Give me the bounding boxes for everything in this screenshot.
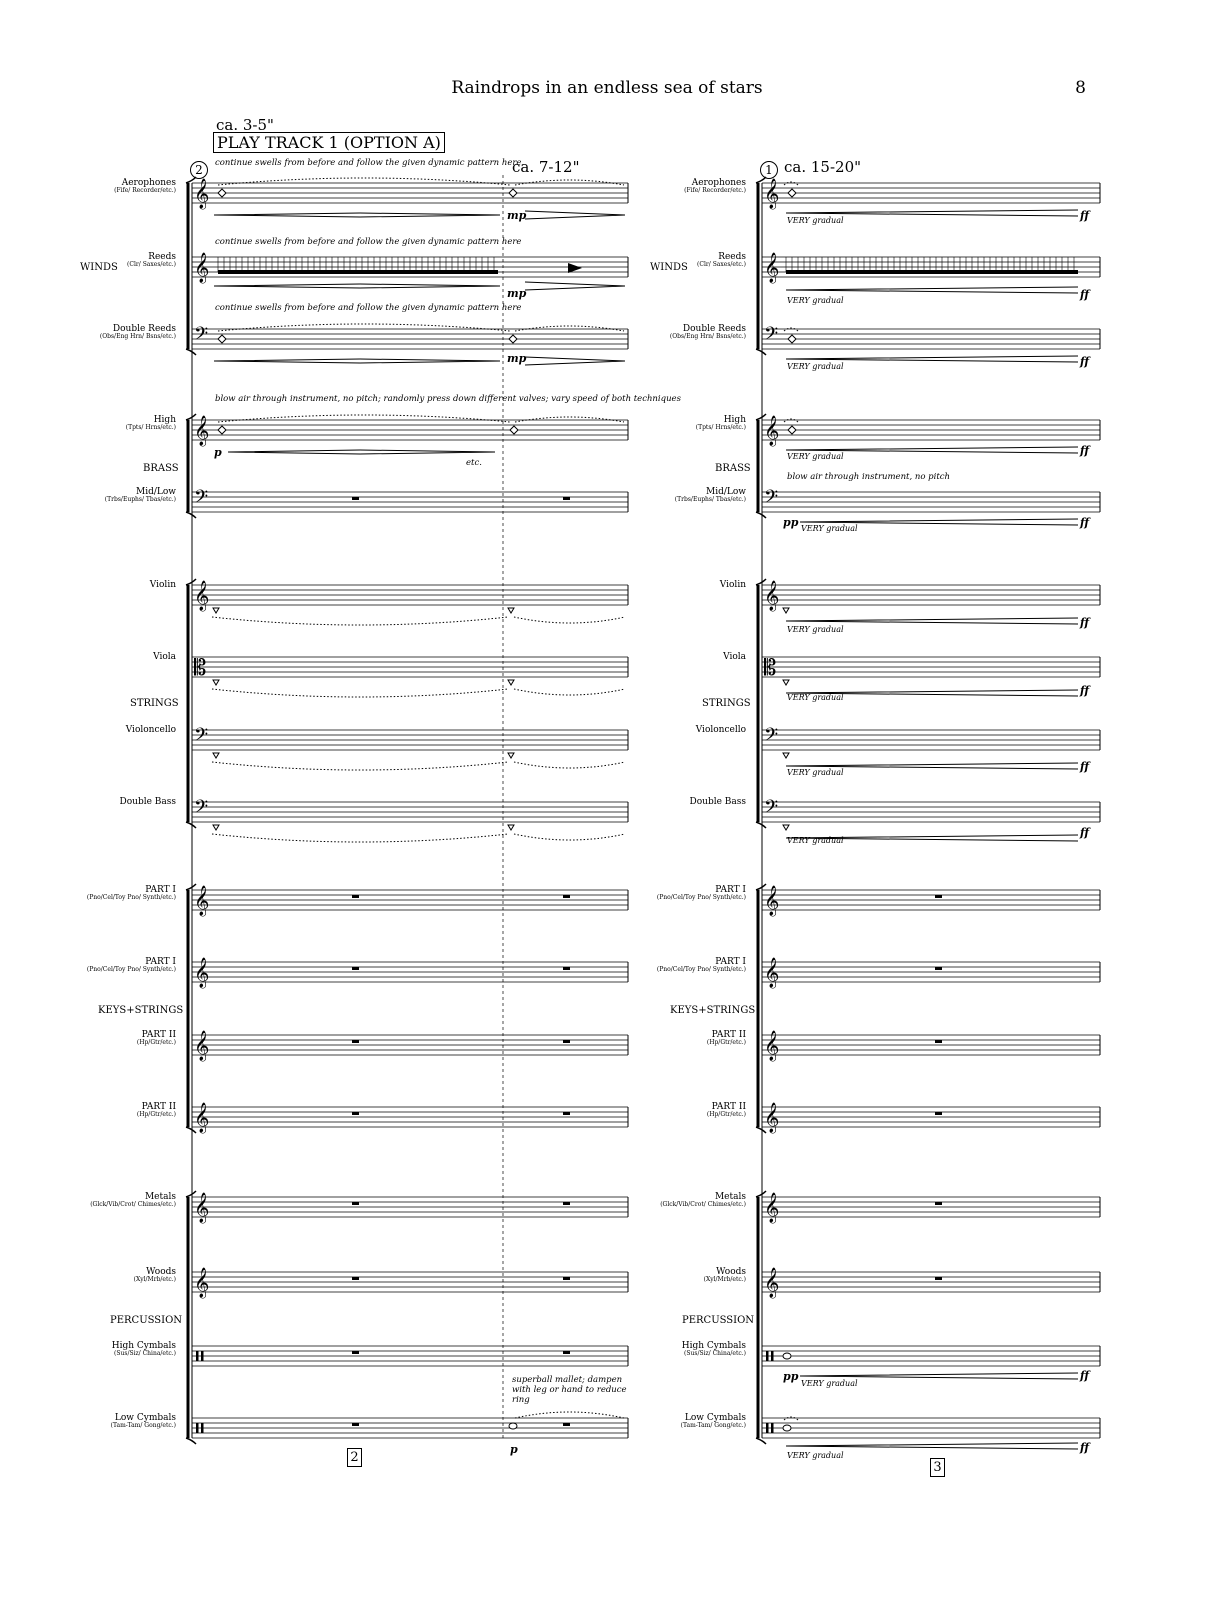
left-treble-clef-icon: 𝄞 [194, 253, 210, 283]
dynamic-mp: mp [507, 287, 527, 300]
hairpin [525, 211, 625, 219]
rehearsal-mark-left: 2 [190, 161, 208, 179]
tie-arc [514, 689, 625, 695]
tempo-marking-right: ca. 15-20" [784, 158, 862, 176]
instrument-subtitle: (Tpts/ Hrns/etc.) [125, 424, 176, 432]
very-gradual-text: VERY gradual [787, 693, 844, 702]
diamond-notehead [218, 426, 226, 434]
instrument-name: Mid/Low [706, 487, 746, 497]
whole-rest [563, 497, 570, 500]
left-treble-clef-icon: 𝄞 [194, 179, 210, 209]
instrument-subtitle: (Glck/Vib/Crot/ Chimes/etc.) [90, 1201, 176, 1209]
instrument-subtitle: (Pno/Cel/Toy Pno/ Synth/etc.) [86, 966, 176, 974]
left-percussion-clef-icon [201, 1423, 204, 1433]
diamond-notehead [509, 189, 517, 197]
section-label-winds: WINDS [650, 262, 688, 273]
instrument-subtitle: (Obs/Eng Hrn/ Bsns/etc.) [669, 333, 746, 341]
instrument-subtitle: (Pno/Cel/Toy Pno/ Synth/etc.) [656, 894, 746, 902]
annotation-brass-technique: blow air through instrument, no pitch; randomly press down different valves; vary speed of both techniques [215, 394, 681, 404]
triangle-notehead [568, 263, 582, 273]
hairpin [360, 450, 495, 454]
harmonic-notehead [213, 753, 219, 758]
left-treble-clef-icon: 𝄞 [194, 1031, 210, 1061]
instrument-name: PART I [145, 885, 176, 895]
whole-rest [352, 1277, 359, 1280]
rehearsal-mark-right: 1 [760, 161, 778, 179]
annotation-swells-reeds: continue swells from before and follow the given dynamic pattern here [215, 237, 522, 247]
tie-arc [212, 762, 508, 770]
whole-rest [352, 1423, 359, 1426]
hairpin [786, 690, 1078, 696]
right-bass-clef-icon: 𝄢 [764, 324, 779, 349]
hairpin [786, 287, 1078, 293]
dynamic-ff: ff [1080, 355, 1090, 368]
instrument-name: Low Cymbals [684, 1413, 746, 1423]
instrument-name: Woods [146, 1267, 176, 1277]
annotation-brass-low-right: blow air through instrument, no pitch [787, 472, 950, 482]
instrument-name: High [723, 415, 746, 425]
annotation-superball: superball mallet; dampen with leg or hand to reduce ring [512, 1375, 627, 1406]
tie-arc [218, 324, 510, 331]
instrument-name: Aerophones [121, 178, 176, 188]
whole-rest [563, 1423, 570, 1426]
tie-arc [212, 617, 508, 625]
instrument-subtitle: (Pno/Cel/Toy Pno/ Synth/etc.) [86, 894, 176, 902]
dynamic-ff: ff [1080, 444, 1090, 457]
right-treble-clef-icon: 𝄞 [764, 1031, 780, 1061]
instrument-name: Reeds [148, 252, 176, 262]
tie-arc [514, 762, 625, 768]
right-treble-clef-icon: 𝄞 [764, 581, 780, 611]
dynamic-ff: ff [1080, 826, 1090, 839]
hairpin [360, 213, 500, 217]
instrument-name: Double Reeds [112, 324, 176, 334]
right-treble-clef-icon: 𝄞 [764, 886, 780, 916]
harmonic-notehead [508, 825, 514, 830]
harmonic-notehead [508, 680, 514, 685]
whole-rest [935, 1112, 942, 1115]
annotation-swells-aerophones: continue swells from before and follow the given dynamic pattern here [215, 158, 522, 168]
instrument-subtitle: (Hp/Gtr/etc.) [706, 1111, 746, 1119]
whole-rest [563, 1040, 570, 1043]
dynamic-p: p [510, 1443, 518, 1456]
left-brace [186, 822, 196, 828]
right-treble-clef-icon: 𝄞 [764, 179, 780, 209]
instrument-name: PART I [715, 885, 746, 895]
hairpin [525, 282, 625, 290]
harmonic-notehead [508, 608, 514, 613]
whole-rest [563, 895, 570, 898]
tie-arc [218, 415, 510, 422]
left-brace [186, 512, 196, 518]
hairpin [800, 1373, 1078, 1379]
dynamic-pp: pp [783, 516, 799, 529]
instrument-name: PART I [145, 957, 176, 967]
harmonic-notehead [783, 753, 789, 758]
whole-rest [935, 1040, 942, 1043]
section-label-keys: KEYS+STRINGS [98, 1005, 184, 1016]
instrument-subtitle: (Hp/Gtr/etc.) [136, 1039, 176, 1047]
annotation-swells-double-reeds: continue swells from before and follow the given dynamic pattern here [215, 303, 522, 313]
instrument-subtitle: (Obs/Eng Hrn/ Bsns/etc.) [99, 333, 176, 341]
right-percussion-clef-icon [771, 1423, 774, 1433]
hairpin [786, 835, 1078, 841]
whole-rest [352, 1040, 359, 1043]
instrument-subtitle: (Trbs/Euphs/ Tbas/etc.) [104, 496, 176, 504]
instrument-name: Violoncello [695, 725, 746, 735]
instrument-name: Aerophones [691, 178, 746, 188]
instrument-name: PART II [141, 1030, 176, 1040]
left-treble-clef-icon: 𝄞 [194, 581, 210, 611]
harmonic-notehead [213, 680, 219, 685]
left-brace [186, 349, 196, 355]
instrument-name: Metals [714, 1192, 746, 1202]
instrument-name: Viola [723, 652, 746, 662]
whole-rest [352, 1351, 359, 1354]
tie-arc [515, 417, 624, 422]
hairpin [800, 519, 1078, 525]
section-label-keys: KEYS+STRINGS [670, 1005, 756, 1016]
dynamic-ff: ff [1080, 616, 1090, 629]
diamond-notehead [509, 335, 517, 343]
tie-arc [212, 689, 508, 697]
measure-number-left: 2 [347, 1448, 362, 1467]
left-percussion-clef-icon [196, 1351, 199, 1361]
left-bass-clef-icon: 𝄢 [194, 797, 209, 822]
right-treble-clef-icon: 𝄞 [764, 1193, 780, 1223]
dynamic-ff: ff [1080, 516, 1090, 529]
page-title: Raindrops in an endless sea of stars [451, 78, 763, 98]
left-bass-clef-icon: 𝄢 [194, 324, 209, 349]
right-percussion-clef-icon [771, 1351, 774, 1361]
hairpin [786, 210, 1078, 216]
whole-rest [563, 1277, 570, 1280]
instrument-subtitle: (Trbs/Euphs/ Tbas/etc.) [674, 496, 746, 504]
whole-rest [352, 1202, 359, 1205]
instrument-subtitle: (Xyl/Mrb/etc.) [133, 1276, 176, 1284]
instrument-subtitle: (Glck/Vib/Crot/ Chimes/etc.) [660, 1201, 746, 1209]
instrument-name: Double Bass [119, 797, 176, 807]
diamond-notehead [218, 335, 226, 343]
section-label-brass: BRASS [143, 463, 179, 474]
hairpin [214, 284, 360, 288]
harmonic-notehead [783, 608, 789, 613]
hairpin [786, 763, 1078, 769]
instrument-subtitle: (Sus/Siz/ China/etc.) [114, 1350, 176, 1358]
dynamic-ff: ff [1080, 684, 1090, 697]
tie-arc [515, 180, 624, 185]
harmonic-notehead [783, 825, 789, 830]
dynamic-mp: mp [507, 209, 527, 222]
very-gradual-text: VERY gradual [801, 1379, 858, 1388]
harmonic-notehead [213, 825, 219, 830]
dynamic-ff: ff [1080, 1369, 1090, 1382]
low-cymbal-notehead [783, 1425, 791, 1431]
instrument-name: Low Cymbals [114, 1413, 176, 1423]
instrument-name: Metals [144, 1192, 176, 1202]
hairpin [525, 357, 625, 365]
instrument-name: High Cymbals [681, 1341, 746, 1351]
hairpin [786, 1443, 1078, 1449]
dynamic-ff: ff [1080, 760, 1090, 773]
tie-arc [784, 328, 798, 331]
right-brace [756, 349, 766, 355]
tie-arc [514, 834, 625, 840]
instrument-subtitle: (Fife/ Recorder/etc.) [684, 187, 746, 195]
right-percussion-clef-icon [766, 1423, 769, 1433]
tie-arc [515, 1412, 624, 1418]
dynamic-ff: ff [1080, 1441, 1090, 1454]
tie-arc [784, 182, 798, 185]
instrument-name: Violin [719, 580, 746, 590]
instrument-name: PART II [141, 1102, 176, 1112]
low-cymbal-notehead [509, 1423, 517, 1429]
instrument-subtitle: (Pno/Cel/Toy Pno/ Synth/etc.) [656, 966, 746, 974]
tie-arc [784, 1417, 798, 1420]
left-alto-clef-icon: 𝄡 [194, 656, 207, 681]
instrument-name: PART II [711, 1102, 746, 1112]
dynamic-ff: ff [1080, 288, 1090, 301]
section-label-percussion: PERCUSSION [682, 1315, 755, 1326]
dynamic-p: p [214, 446, 222, 459]
instrument-name: Double Bass [689, 797, 746, 807]
annotation-etc: etc. [466, 458, 482, 468]
instrument-subtitle: (Tam-Tam/ Gong/etc.) [680, 1422, 746, 1430]
right-treble-clef-icon: 𝄞 [764, 958, 780, 988]
dynamic-ff: ff [1080, 209, 1090, 222]
whole-rest [563, 1112, 570, 1115]
tempo-marking-a: ca. 3-5" [216, 116, 274, 134]
hairpin [786, 356, 1078, 362]
measure-number-right: 3 [930, 1458, 945, 1477]
instrument-name: High Cymbals [111, 1341, 176, 1351]
left-treble-clef-icon: 𝄞 [194, 958, 210, 988]
section-label-percussion: PERCUSSION [110, 1315, 183, 1326]
very-gradual-text: VERY gradual [787, 296, 844, 305]
instrument-subtitle: (Hp/Gtr/etc.) [136, 1111, 176, 1119]
left-treble-clef-icon: 𝄞 [194, 886, 210, 916]
whole-rest [935, 967, 942, 970]
instrument-name: PART I [715, 957, 746, 967]
very-gradual-text: VERY gradual [787, 1451, 844, 1460]
harmonic-notehead [783, 680, 789, 685]
hairpin [360, 359, 500, 363]
very-gradual-text: VERY gradual [787, 452, 844, 461]
tie-arc [515, 326, 624, 331]
tempo-marking-b: ca. 7-12" [512, 158, 580, 176]
instrument-name: PART II [711, 1030, 746, 1040]
right-brace [756, 512, 766, 518]
right-bass-clef-icon: 𝄢 [764, 797, 779, 822]
left-treble-clef-icon: 𝄞 [194, 1103, 210, 1133]
right-treble-clef-icon: 𝄞 [764, 1103, 780, 1133]
instrument-name: Violoncello [125, 725, 176, 735]
left-bass-clef-icon: 𝄢 [194, 487, 209, 512]
left-treble-clef-icon: 𝄞 [194, 1193, 210, 1223]
instrument-subtitle: (Hp/Gtr/etc.) [706, 1039, 746, 1047]
hairpin [786, 618, 1078, 624]
tie-arc [218, 178, 510, 185]
right-bass-clef-icon: 𝄢 [764, 725, 779, 750]
tie-arc [212, 834, 508, 842]
dynamic-pp: pp [783, 1370, 799, 1383]
right-treble-clef-icon: 𝄞 [764, 1268, 780, 1298]
left-brace [186, 1438, 196, 1444]
diamond-notehead [218, 189, 226, 197]
whole-rest [352, 967, 359, 970]
whole-rest [935, 1277, 942, 1280]
instrument-subtitle: (Fife/ Recorder/etc.) [114, 187, 176, 195]
whole-rest [563, 967, 570, 970]
instrument-name: Double Reeds [682, 324, 746, 334]
right-treble-clef-icon: 𝄞 [764, 253, 780, 283]
whole-rest [935, 1202, 942, 1205]
dynamic-mp: mp [507, 352, 527, 365]
instrument-subtitle: (Clr/ Saxes/etc.) [697, 261, 746, 269]
very-gradual-text: VERY gradual [787, 216, 844, 225]
whole-rest [935, 895, 942, 898]
left-treble-clef-icon: 𝄞 [194, 1268, 210, 1298]
right-brace [756, 1438, 766, 1444]
very-gradual-text: VERY gradual [801, 524, 858, 533]
diamond-notehead [788, 189, 796, 197]
very-gradual-text: VERY gradual [787, 625, 844, 634]
instrument-subtitle: (Clr/ Saxes/etc.) [127, 261, 176, 269]
very-gradual-text: VERY gradual [787, 836, 844, 845]
instrument-name: Viola [153, 652, 176, 662]
hairpin [360, 284, 500, 288]
diamond-notehead [788, 335, 796, 343]
high-cymbal-notehead [783, 1353, 791, 1359]
track-instruction-box: PLAY TRACK 1 (OPTION A) [213, 132, 445, 153]
left-treble-clef-icon: 𝄞 [194, 416, 210, 446]
right-brace [756, 822, 766, 828]
tremolo-beam [218, 270, 498, 274]
right-percussion-clef-icon [766, 1351, 769, 1361]
instrument-subtitle: (Tpts/ Hrns/etc.) [695, 424, 746, 432]
tie-arc [514, 617, 625, 623]
instrument-subtitle: (Sus/Siz/ China/etc.) [684, 1350, 746, 1358]
very-gradual-text: VERY gradual [787, 362, 844, 371]
instrument-name: Violin [149, 580, 176, 590]
very-gradual-text: VERY gradual [787, 768, 844, 777]
diamond-notehead [788, 426, 796, 434]
whole-rest [352, 895, 359, 898]
whole-rest [563, 1202, 570, 1205]
hairpin [786, 447, 1078, 453]
harmonic-notehead [213, 608, 219, 613]
left-percussion-clef-icon [196, 1423, 199, 1433]
instrument-name: Mid/Low [136, 487, 176, 497]
whole-rest [352, 1112, 359, 1115]
section-label-winds: WINDS [80, 262, 118, 273]
instrument-subtitle: (Xyl/Mrb/etc.) [703, 1276, 746, 1284]
harmonic-notehead [508, 753, 514, 758]
right-alto-clef-icon: 𝄡 [764, 656, 777, 681]
instrument-name: High [153, 415, 176, 425]
hairpin [228, 450, 360, 454]
tie-arc [784, 419, 798, 422]
page-number: 8 [1075, 78, 1086, 98]
section-label-strings: STRINGS [130, 698, 179, 709]
left-bass-clef-icon: 𝄢 [194, 725, 209, 750]
whole-rest [352, 497, 359, 500]
hairpin [214, 213, 360, 217]
section-label-brass: BRASS [715, 463, 751, 474]
tremolo-beam [786, 270, 1078, 274]
section-label-strings: STRINGS [702, 698, 751, 709]
diamond-notehead [510, 426, 518, 434]
instrument-name: Reeds [718, 252, 746, 262]
right-bass-clef-icon: 𝄢 [764, 487, 779, 512]
instrument-subtitle: (Tam-Tam/ Gong/etc.) [110, 1422, 176, 1430]
right-treble-clef-icon: 𝄞 [764, 416, 780, 446]
whole-rest [563, 1351, 570, 1354]
instrument-name: Woods [716, 1267, 746, 1277]
hairpin [214, 359, 360, 363]
left-percussion-clef-icon [201, 1351, 204, 1361]
